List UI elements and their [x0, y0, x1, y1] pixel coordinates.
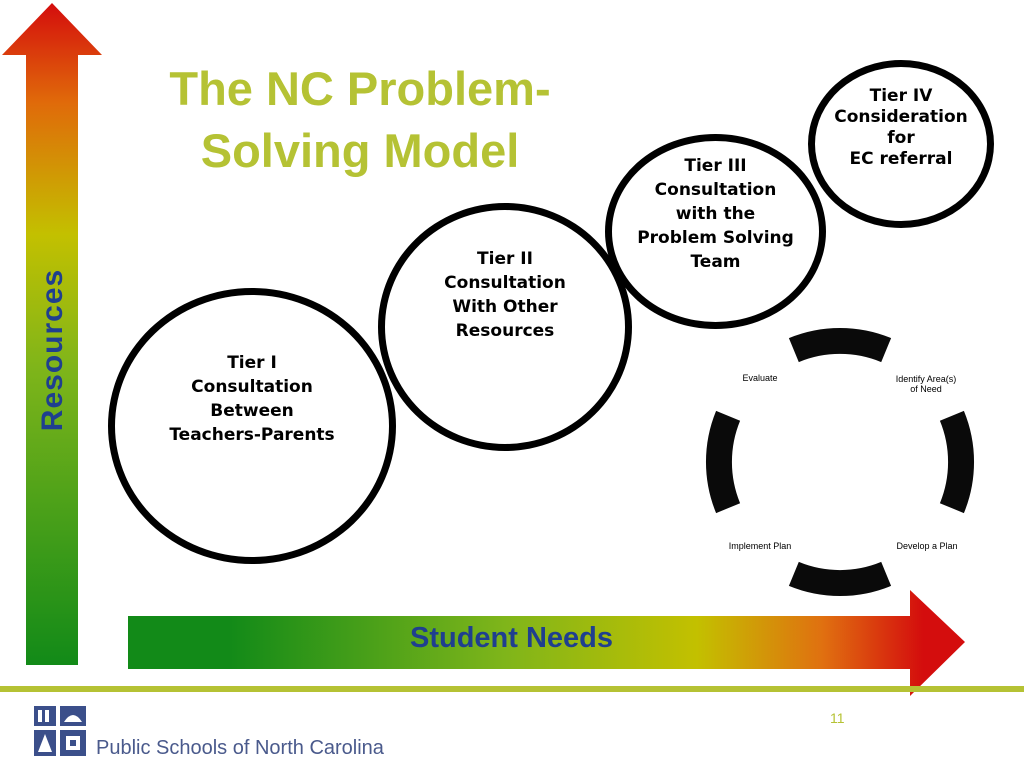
tier-1-line: Tier I — [227, 353, 277, 373]
tier-4-line: EC referral — [849, 148, 953, 169]
tier-2-line: With Other — [452, 297, 558, 317]
tier-3-line: Consultation — [654, 179, 777, 200]
tier-3-circle — [605, 134, 826, 329]
cycle-segment-left — [706, 411, 740, 513]
cycle-segment-top — [789, 328, 891, 362]
student-needs-label: Student Needs — [410, 622, 614, 654]
cycle-label-evaluate: Evaluate — [742, 373, 778, 383]
title-line-1: The NC Problem- — [169, 62, 551, 115]
cycle-segment-bottom — [789, 562, 891, 596]
tier-3-line: Tier III — [684, 155, 747, 176]
tier-3-line: Problem Solving — [637, 227, 794, 248]
tier-2-line: Consultation — [444, 273, 566, 293]
title-line-2: Solving Model — [200, 124, 520, 177]
tier-1-line: Teachers-Parents — [169, 425, 335, 445]
tier-1-circle — [108, 288, 396, 564]
dpi-seal-logo-icon — [30, 700, 92, 762]
footer-rule — [0, 686, 1024, 692]
slide-title — [120, 58, 600, 182]
tier-2-line: Tier II — [477, 249, 533, 269]
resources-label: Resources — [36, 268, 69, 432]
cycle-segment-right — [940, 411, 974, 513]
footer-org-name: Public Schools of North Carolina — [96, 737, 384, 759]
cycle-label-implement: Implement Plan — [728, 541, 792, 551]
tier-2-line: Resources — [455, 321, 555, 341]
tier-4-circle — [808, 60, 994, 228]
tier-1-line: Consultation — [191, 377, 313, 397]
tier-4-line: Consideration — [834, 106, 968, 127]
cycle-label-develop: Develop a Plan — [896, 541, 958, 551]
tier-3-line: Team — [690, 251, 741, 272]
tier-3-line: with the — [675, 203, 756, 224]
tier-2-circle — [378, 203, 632, 451]
tier-4-line: for — [887, 127, 915, 148]
problem-solving-cycle — [700, 322, 980, 602]
tier-1-line: Between — [210, 401, 294, 421]
cycle-label-identify: Identify Area(s) of Need — [895, 374, 957, 394]
page-number: 11 — [830, 710, 845, 726]
tier-4-line: Tier IV — [869, 85, 933, 106]
